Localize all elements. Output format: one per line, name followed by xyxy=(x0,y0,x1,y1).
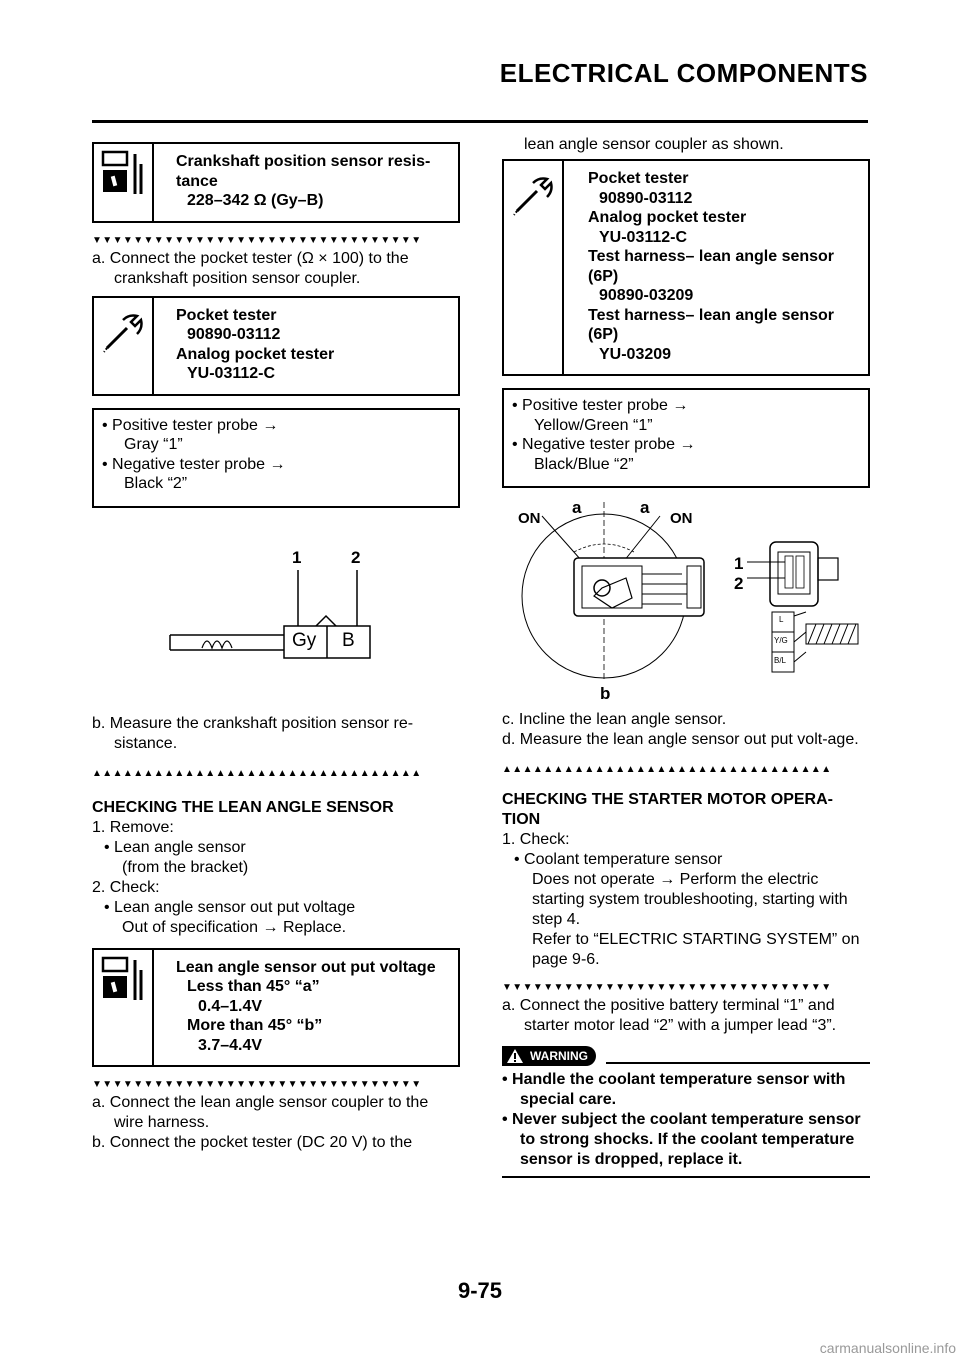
check-item-reference: Refer to “ELECTRIC STARTING SYSTEM” on page 9-6. xyxy=(532,931,860,968)
tool-number: 90890-03112 xyxy=(599,189,693,207)
note-line: • Positive tester probe → xyxy=(102,416,279,434)
triangles-down: ▼▼▼▼▼▼▼▼▼▼▼▼▼▼▼▼▼▼▼▼▼▼▼▼▼▼▼▼▼▼▼▼ xyxy=(92,234,422,246)
label-2: 2 xyxy=(734,574,744,593)
wire-color-b: B xyxy=(342,629,355,651)
wrench-icon xyxy=(94,298,154,394)
meter-icon xyxy=(94,144,154,221)
wrench-icon xyxy=(504,161,564,374)
spec-box-lean-angle xyxy=(92,948,460,1068)
tool-box xyxy=(502,159,870,376)
warning-icon xyxy=(506,1048,524,1064)
warning-item: • Handle the coolant temperature sensor with special care. xyxy=(502,1071,846,1108)
label-angle-a: a xyxy=(640,498,650,517)
step-a: a. Connect the positive battery terminal “1” and starter motor lead “2” with a jumper lead “3”. xyxy=(502,997,837,1034)
wire-color-gy: Gy xyxy=(292,629,317,651)
tool-number: YU-03112-C xyxy=(599,228,688,246)
watermark: carmanualsonline.info xyxy=(819,1340,956,1356)
step-d: d. Measure the lean angle sensor out put volt-age. xyxy=(502,731,859,748)
wire-label-bl: B/L xyxy=(774,656,787,665)
step-check: 2. Check: xyxy=(92,878,160,896)
triangles-up: ▲▲▲▲▲▲▲▲▲▲▲▲▲▲▲▲▲▲▲▲▲▲▲▲▲▲▲▲▲▲▲▲ xyxy=(502,764,832,775)
step-continued: lean angle sensor coupler as shown. xyxy=(524,136,784,153)
label-on-left: ON xyxy=(518,510,541,527)
wire-label-yg: Y/G xyxy=(774,636,788,645)
probe-note xyxy=(92,408,460,508)
tool-name: Analog pocket tester xyxy=(588,209,747,226)
diagram-label-2: 2 xyxy=(351,547,361,567)
note-line: Gray “1” xyxy=(124,436,183,453)
tool-name: Test harness– lean angle sensor (6P) xyxy=(588,248,835,285)
check-item: • Coolant temperature sensor xyxy=(514,851,723,868)
triangles-up: ▲▲▲▲▲▲▲▲▲▲▲▲▲▲▲▲▲▲▲▲▲▲▲▲▲▲▲▲▲▲▲▲ xyxy=(92,767,422,779)
step-c: c. Incline the lean angle sensor. xyxy=(502,711,727,728)
warning-item: • Never subject the coolant temperature sensor to strong shocks. If the coolant temperature sensor is dropped, replace it. xyxy=(502,1111,861,1168)
remove-item-detail: (from the bracket) xyxy=(122,858,249,876)
note-line: Black/Blue “2” xyxy=(534,455,634,473)
warning-end-rule xyxy=(502,1176,870,1178)
tool-name: Test harness– lean angle sensor (6P) xyxy=(588,306,835,343)
label-1: 1 xyxy=(734,554,744,573)
note-line: • Negative tester probe → xyxy=(102,455,286,473)
spec-title: Crankshaft position sensor resis-tance xyxy=(176,153,431,190)
probe-note xyxy=(502,388,870,488)
tool-number: YU-03112-C xyxy=(187,365,276,382)
label-on-right: ON xyxy=(670,510,693,527)
check-item: • Lean angle sensor out put voltage xyxy=(104,898,356,916)
section-heading-lean-angle: CHECKING THE LEAN ANGLE SENSOR xyxy=(92,798,394,816)
spec-value: 228–342 Ω (Gy–B) xyxy=(187,192,324,209)
spec-box-crankshaft xyxy=(92,142,460,223)
wire-label-l: L xyxy=(779,615,784,624)
tool-number: 90890-03112 xyxy=(187,326,281,343)
step-a: a. Connect the lean angle sensor coupler to the wire harness. xyxy=(92,1094,429,1131)
tool-name: Pocket tester xyxy=(588,170,689,187)
tool-number: 90890-03209 xyxy=(599,287,694,304)
label-angle-a: a xyxy=(572,498,582,517)
spec-value: 3.7–4.4V xyxy=(198,1036,263,1054)
section-heading-starter-motor: CHECKING THE STARTER MOTOR OPERA-TION xyxy=(502,791,833,828)
tool-number: YU-03209 xyxy=(599,345,672,363)
check-item-detail: Does not operate → Perform the electric starting system troubleshooting, starting with step 4. xyxy=(532,871,848,928)
step-b: b. Measure the crankshaft position sensor re-sistance. xyxy=(92,714,414,752)
meter-icon xyxy=(94,950,154,1066)
triangles-down: ▼▼▼▼▼▼▼▼▼▼▼▼▼▼▼▼▼▼▼▼▼▼▼▼▼▼▼▼▼▼▼▼ xyxy=(502,982,832,993)
tool-box xyxy=(92,296,460,396)
page-title: ELECTRICAL COMPONENTS xyxy=(499,58,868,88)
diagram-label-1: 1 xyxy=(292,547,302,567)
remove-item: • Lean angle sensor xyxy=(104,838,246,856)
crankshaft-coupler-diagram xyxy=(92,508,460,708)
lean-angle-sensor-diagram xyxy=(502,496,870,706)
right-column xyxy=(502,135,870,1178)
page-number: 9-75 xyxy=(457,1278,503,1303)
warning-badge xyxy=(502,1046,596,1066)
spec-value: 0.4–1.4V xyxy=(198,997,263,1015)
spec-title: Lean angle sensor out put voltage xyxy=(176,958,436,976)
triangles-down: ▼▼▼▼▼▼▼▼▼▼▼▼▼▼▼▼▼▼▼▼▼▼▼▼▼▼▼▼▼▼▼▼ xyxy=(92,1079,422,1090)
note-line: • Positive tester probe → xyxy=(512,397,689,414)
spec-condition: Less than 45° “a” xyxy=(187,978,320,995)
left-column xyxy=(92,135,460,1153)
step-b: b. Connect the pocket tester (DC 20 V) to the xyxy=(92,1134,413,1151)
step-a: a. Connect the pocket tester (Ω × 100) to the crankshaft position sensor coupler. xyxy=(92,249,409,287)
spec-condition: More than 45° “b” xyxy=(187,1017,323,1034)
step-check: 1. Check: xyxy=(502,831,570,848)
tool-name: Pocket tester xyxy=(176,306,277,324)
label-angle-b: b xyxy=(600,684,611,703)
tool-name: Analog pocket tester xyxy=(176,345,335,363)
header-rule xyxy=(92,120,868,123)
note-line: • Negative tester probe → xyxy=(512,436,696,453)
note-line: Black “2” xyxy=(124,475,188,492)
step-remove: 1. Remove: xyxy=(92,818,174,836)
note-line: Yellow/Green “1” xyxy=(534,416,653,434)
warning-label: WARNING xyxy=(530,1049,588,1063)
warning-header xyxy=(502,1046,870,1066)
warning-rule xyxy=(606,1062,870,1064)
warning-body xyxy=(502,1070,870,1170)
check-item-detail: Out of specification → Replace. xyxy=(122,918,347,936)
